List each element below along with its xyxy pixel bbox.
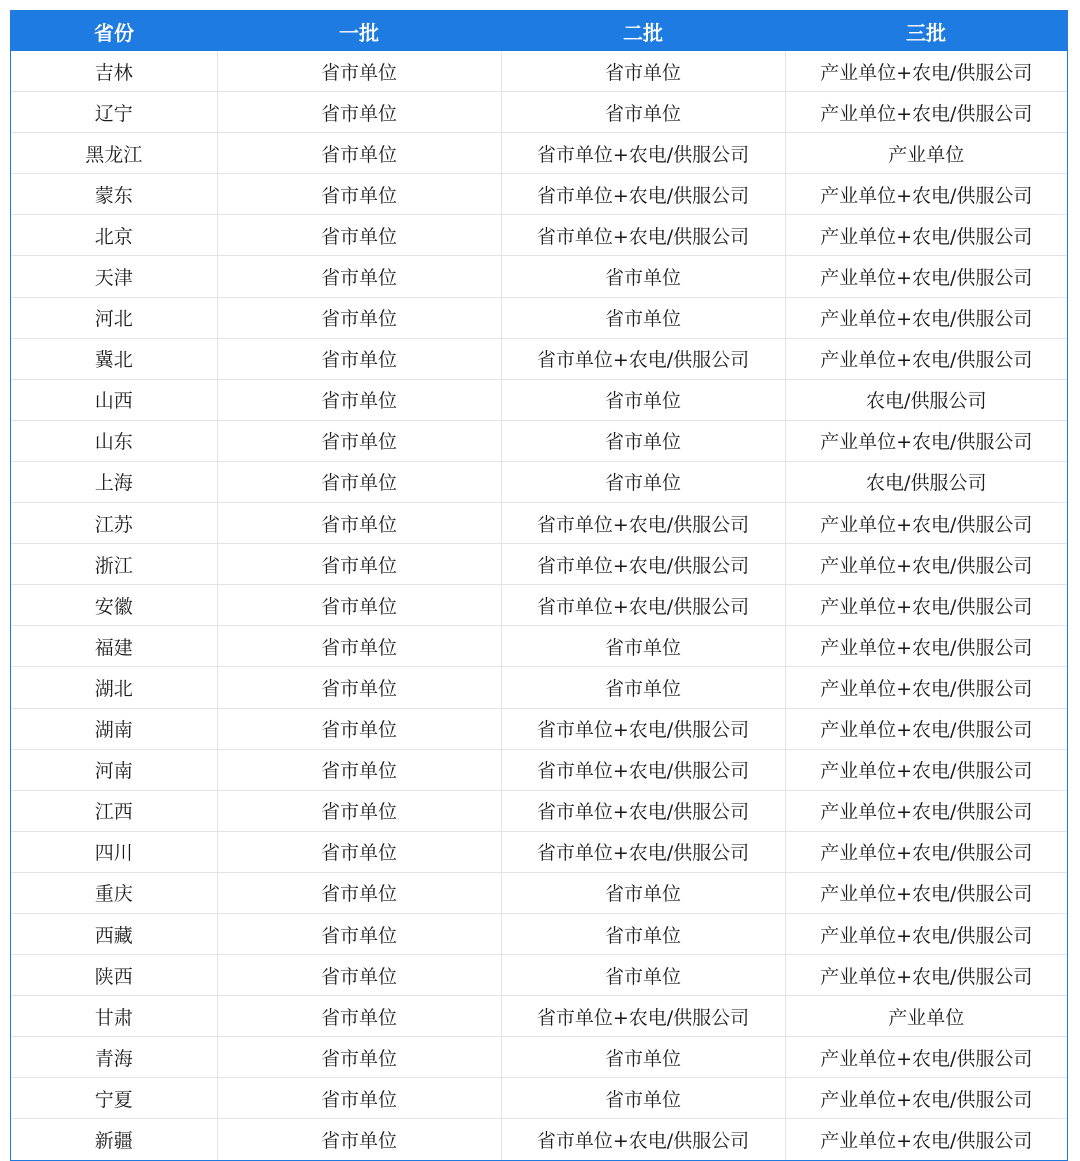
cell-batch-2: 省市单位 xyxy=(501,955,785,996)
table-row xyxy=(11,51,1067,92)
table-body xyxy=(11,51,1067,1160)
cell-batch-3: 产业单位+农电/供服公司 xyxy=(785,92,1067,133)
cell-batch-1: 省市单位 xyxy=(217,544,501,585)
table-row xyxy=(11,338,1067,379)
cell-batch-2: 省市单位+农电/供服公司 xyxy=(501,544,785,585)
cell-province: 青海 xyxy=(11,1037,217,1078)
cell-batch-3: 产业单位 xyxy=(785,133,1067,174)
cell-batch-1: 省市单位 xyxy=(217,174,501,215)
cell-batch-1: 省市单位 xyxy=(217,913,501,954)
cell-batch-2: 省市单位 xyxy=(501,1078,785,1119)
cell-province: 西藏 xyxy=(11,913,217,954)
cell-batch-2: 省市单位+农电/供服公司 xyxy=(501,215,785,256)
table-row xyxy=(11,133,1067,174)
cell-province: 宁夏 xyxy=(11,1078,217,1119)
cell-batch-2: 省市单位 xyxy=(501,872,785,913)
cell-batch-2: 省市单位+农电/供服公司 xyxy=(501,996,785,1037)
cell-batch-2: 省市单位+农电/供服公司 xyxy=(501,1119,785,1160)
cell-batch-2: 省市单位+农电/供服公司 xyxy=(501,831,785,872)
cell-batch-2: 省市单位+农电/供服公司 xyxy=(501,585,785,626)
table-row xyxy=(11,955,1067,996)
cell-province: 福建 xyxy=(11,626,217,667)
table-row xyxy=(11,461,1067,502)
cell-batch-3: 产业单位+农电/供服公司 xyxy=(785,297,1067,338)
cell-batch-2: 省市单位 xyxy=(501,379,785,420)
cell-province: 吉林 xyxy=(11,51,217,92)
cell-province: 陕西 xyxy=(11,955,217,996)
cell-province: 山东 xyxy=(11,420,217,461)
table-row xyxy=(11,667,1067,708)
table-header xyxy=(11,11,1067,51)
cell-batch-3: 产业单位+农电/供服公司 xyxy=(785,338,1067,379)
cell-province: 湖南 xyxy=(11,708,217,749)
cell-batch-3: 产业单位+农电/供服公司 xyxy=(785,913,1067,954)
cell-province: 安徽 xyxy=(11,585,217,626)
cell-province: 湖北 xyxy=(11,667,217,708)
cell-batch-1: 省市单位 xyxy=(217,215,501,256)
cell-batch-3: 产业单位+农电/供服公司 xyxy=(785,831,1067,872)
cell-batch-3: 产业单位+农电/供服公司 xyxy=(785,790,1067,831)
cell-batch-2: 省市单位 xyxy=(501,92,785,133)
table-row xyxy=(11,831,1067,872)
header-province: 省份 xyxy=(11,11,217,51)
table-row xyxy=(11,297,1067,338)
table-row xyxy=(11,215,1067,256)
cell-batch-3: 产业单位 xyxy=(785,996,1067,1037)
cell-batch-1: 省市单位 xyxy=(217,626,501,667)
table-row xyxy=(11,174,1067,215)
cell-batch-2: 省市单位+农电/供服公司 xyxy=(501,749,785,790)
cell-batch-1: 省市单位 xyxy=(217,256,501,297)
cell-province: 上海 xyxy=(11,461,217,502)
batch-table-container xyxy=(10,10,1068,1161)
cell-batch-3: 产业单位+农电/供服公司 xyxy=(785,174,1067,215)
cell-province: 河北 xyxy=(11,297,217,338)
cell-batch-3: 产业单位+农电/供服公司 xyxy=(785,544,1067,585)
cell-batch-2: 省市单位+农电/供服公司 xyxy=(501,790,785,831)
cell-batch-1: 省市单位 xyxy=(217,585,501,626)
cell-batch-1: 省市单位 xyxy=(217,749,501,790)
cell-province: 新疆 xyxy=(11,1119,217,1160)
cell-batch-3: 产业单位+农电/供服公司 xyxy=(785,256,1067,297)
cell-province: 浙江 xyxy=(11,544,217,585)
cell-province: 江苏 xyxy=(11,503,217,544)
table-row xyxy=(11,420,1067,461)
cell-batch-1: 省市单位 xyxy=(217,1037,501,1078)
cell-province: 山西 xyxy=(11,379,217,420)
cell-batch-3: 产业单位+农电/供服公司 xyxy=(785,585,1067,626)
cell-batch-2: 省市单位 xyxy=(501,256,785,297)
cell-batch-2: 省市单位+农电/供服公司 xyxy=(501,133,785,174)
cell-batch-3: 产业单位+农电/供服公司 xyxy=(785,51,1067,92)
table-row xyxy=(11,585,1067,626)
cell-province: 北京 xyxy=(11,215,217,256)
cell-batch-1: 省市单位 xyxy=(217,503,501,544)
header-batch-3: 三批 xyxy=(785,11,1067,51)
cell-batch-1: 省市单位 xyxy=(217,996,501,1037)
cell-province: 黑龙江 xyxy=(11,133,217,174)
cell-batch-2: 省市单位 xyxy=(501,1037,785,1078)
cell-batch-3: 产业单位+农电/供服公司 xyxy=(785,708,1067,749)
table-row xyxy=(11,1119,1067,1160)
table-row xyxy=(11,379,1067,420)
cell-batch-1: 省市单位 xyxy=(217,667,501,708)
cell-batch-3: 产业单位+农电/供服公司 xyxy=(785,215,1067,256)
table-row xyxy=(11,913,1067,954)
cell-batch-1: 省市单位 xyxy=(217,379,501,420)
cell-batch-3: 产业单位+农电/供服公司 xyxy=(785,420,1067,461)
cell-batch-1: 省市单位 xyxy=(217,1119,501,1160)
cell-batch-2: 省市单位 xyxy=(501,913,785,954)
table-row xyxy=(11,256,1067,297)
cell-batch-1: 省市单位 xyxy=(217,133,501,174)
table-row xyxy=(11,1078,1067,1119)
table-row xyxy=(11,626,1067,667)
table-row xyxy=(11,996,1067,1037)
cell-batch-2: 省市单位+农电/供服公司 xyxy=(501,708,785,749)
cell-province: 甘肃 xyxy=(11,996,217,1037)
table-row xyxy=(11,708,1067,749)
table-row xyxy=(11,92,1067,133)
cell-batch-1: 省市单位 xyxy=(217,872,501,913)
cell-batch-3: 农电/供服公司 xyxy=(785,379,1067,420)
header-batch-2: 二批 xyxy=(501,11,785,51)
cell-batch-1: 省市单位 xyxy=(217,955,501,996)
cell-batch-2: 省市单位 xyxy=(501,626,785,667)
cell-province: 蒙东 xyxy=(11,174,217,215)
cell-batch-3: 产业单位+农电/供服公司 xyxy=(785,626,1067,667)
cell-batch-1: 省市单位 xyxy=(217,831,501,872)
cell-batch-2: 省市单位+农电/供服公司 xyxy=(501,174,785,215)
cell-batch-2: 省市单位+农电/供服公司 xyxy=(501,503,785,544)
cell-batch-3: 产业单位+农电/供服公司 xyxy=(785,749,1067,790)
cell-batch-1: 省市单位 xyxy=(217,338,501,379)
table-row xyxy=(11,872,1067,913)
header-batch-1: 一批 xyxy=(217,11,501,51)
cell-batch-1: 省市单位 xyxy=(217,420,501,461)
cell-batch-2: 省市单位 xyxy=(501,420,785,461)
cell-batch-1: 省市单位 xyxy=(217,51,501,92)
cell-batch-3: 产业单位+农电/供服公司 xyxy=(785,1037,1067,1078)
cell-province: 天津 xyxy=(11,256,217,297)
cell-province: 江西 xyxy=(11,790,217,831)
table-row xyxy=(11,749,1067,790)
cell-batch-1: 省市单位 xyxy=(217,790,501,831)
cell-batch-1: 省市单位 xyxy=(217,708,501,749)
cell-batch-2: 省市单位 xyxy=(501,297,785,338)
table-row xyxy=(11,544,1067,585)
cell-batch-3: 产业单位+农电/供服公司 xyxy=(785,955,1067,996)
cell-batch-1: 省市单位 xyxy=(217,92,501,133)
cell-batch-3: 产业单位+农电/供服公司 xyxy=(820,1129,1033,1152)
cell-batch-2: 省市单位 xyxy=(501,667,785,708)
header-row xyxy=(11,11,1067,51)
cell-batch-2: 省市单位+农电/供服公司 xyxy=(501,338,785,379)
table-row xyxy=(11,790,1067,831)
cell-batch-1: 省市单位 xyxy=(217,1078,501,1119)
cell-batch-3: 产业单位+农电/供服公司 xyxy=(785,1078,1067,1119)
cell-province: 河南 xyxy=(11,749,217,790)
cell-province: 重庆 xyxy=(11,872,217,913)
cell-batch-2: 省市单位 xyxy=(501,51,785,92)
cell-batch-1: 省市单位 xyxy=(217,297,501,338)
table-row xyxy=(11,503,1067,544)
batch-table xyxy=(11,11,1067,1160)
cell-batch-3: 产业单位+农电/供服公司 xyxy=(785,503,1067,544)
cell-batch-1: 省市单位 xyxy=(217,461,501,502)
cell-batch-3: 产业单位+农电/供服公司 xyxy=(785,667,1067,708)
cell-batch-2: 省市单位 xyxy=(501,461,785,502)
cell-province: 辽宁 xyxy=(11,92,217,133)
cell-batch-3: 产业单位+农电/供服公司 xyxy=(785,872,1067,913)
table-row xyxy=(11,1037,1067,1078)
cell-province: 四川 xyxy=(11,831,217,872)
cell-province: 冀北 xyxy=(11,338,217,379)
cell-batch-3: 农电/供服公司 xyxy=(785,461,1067,502)
